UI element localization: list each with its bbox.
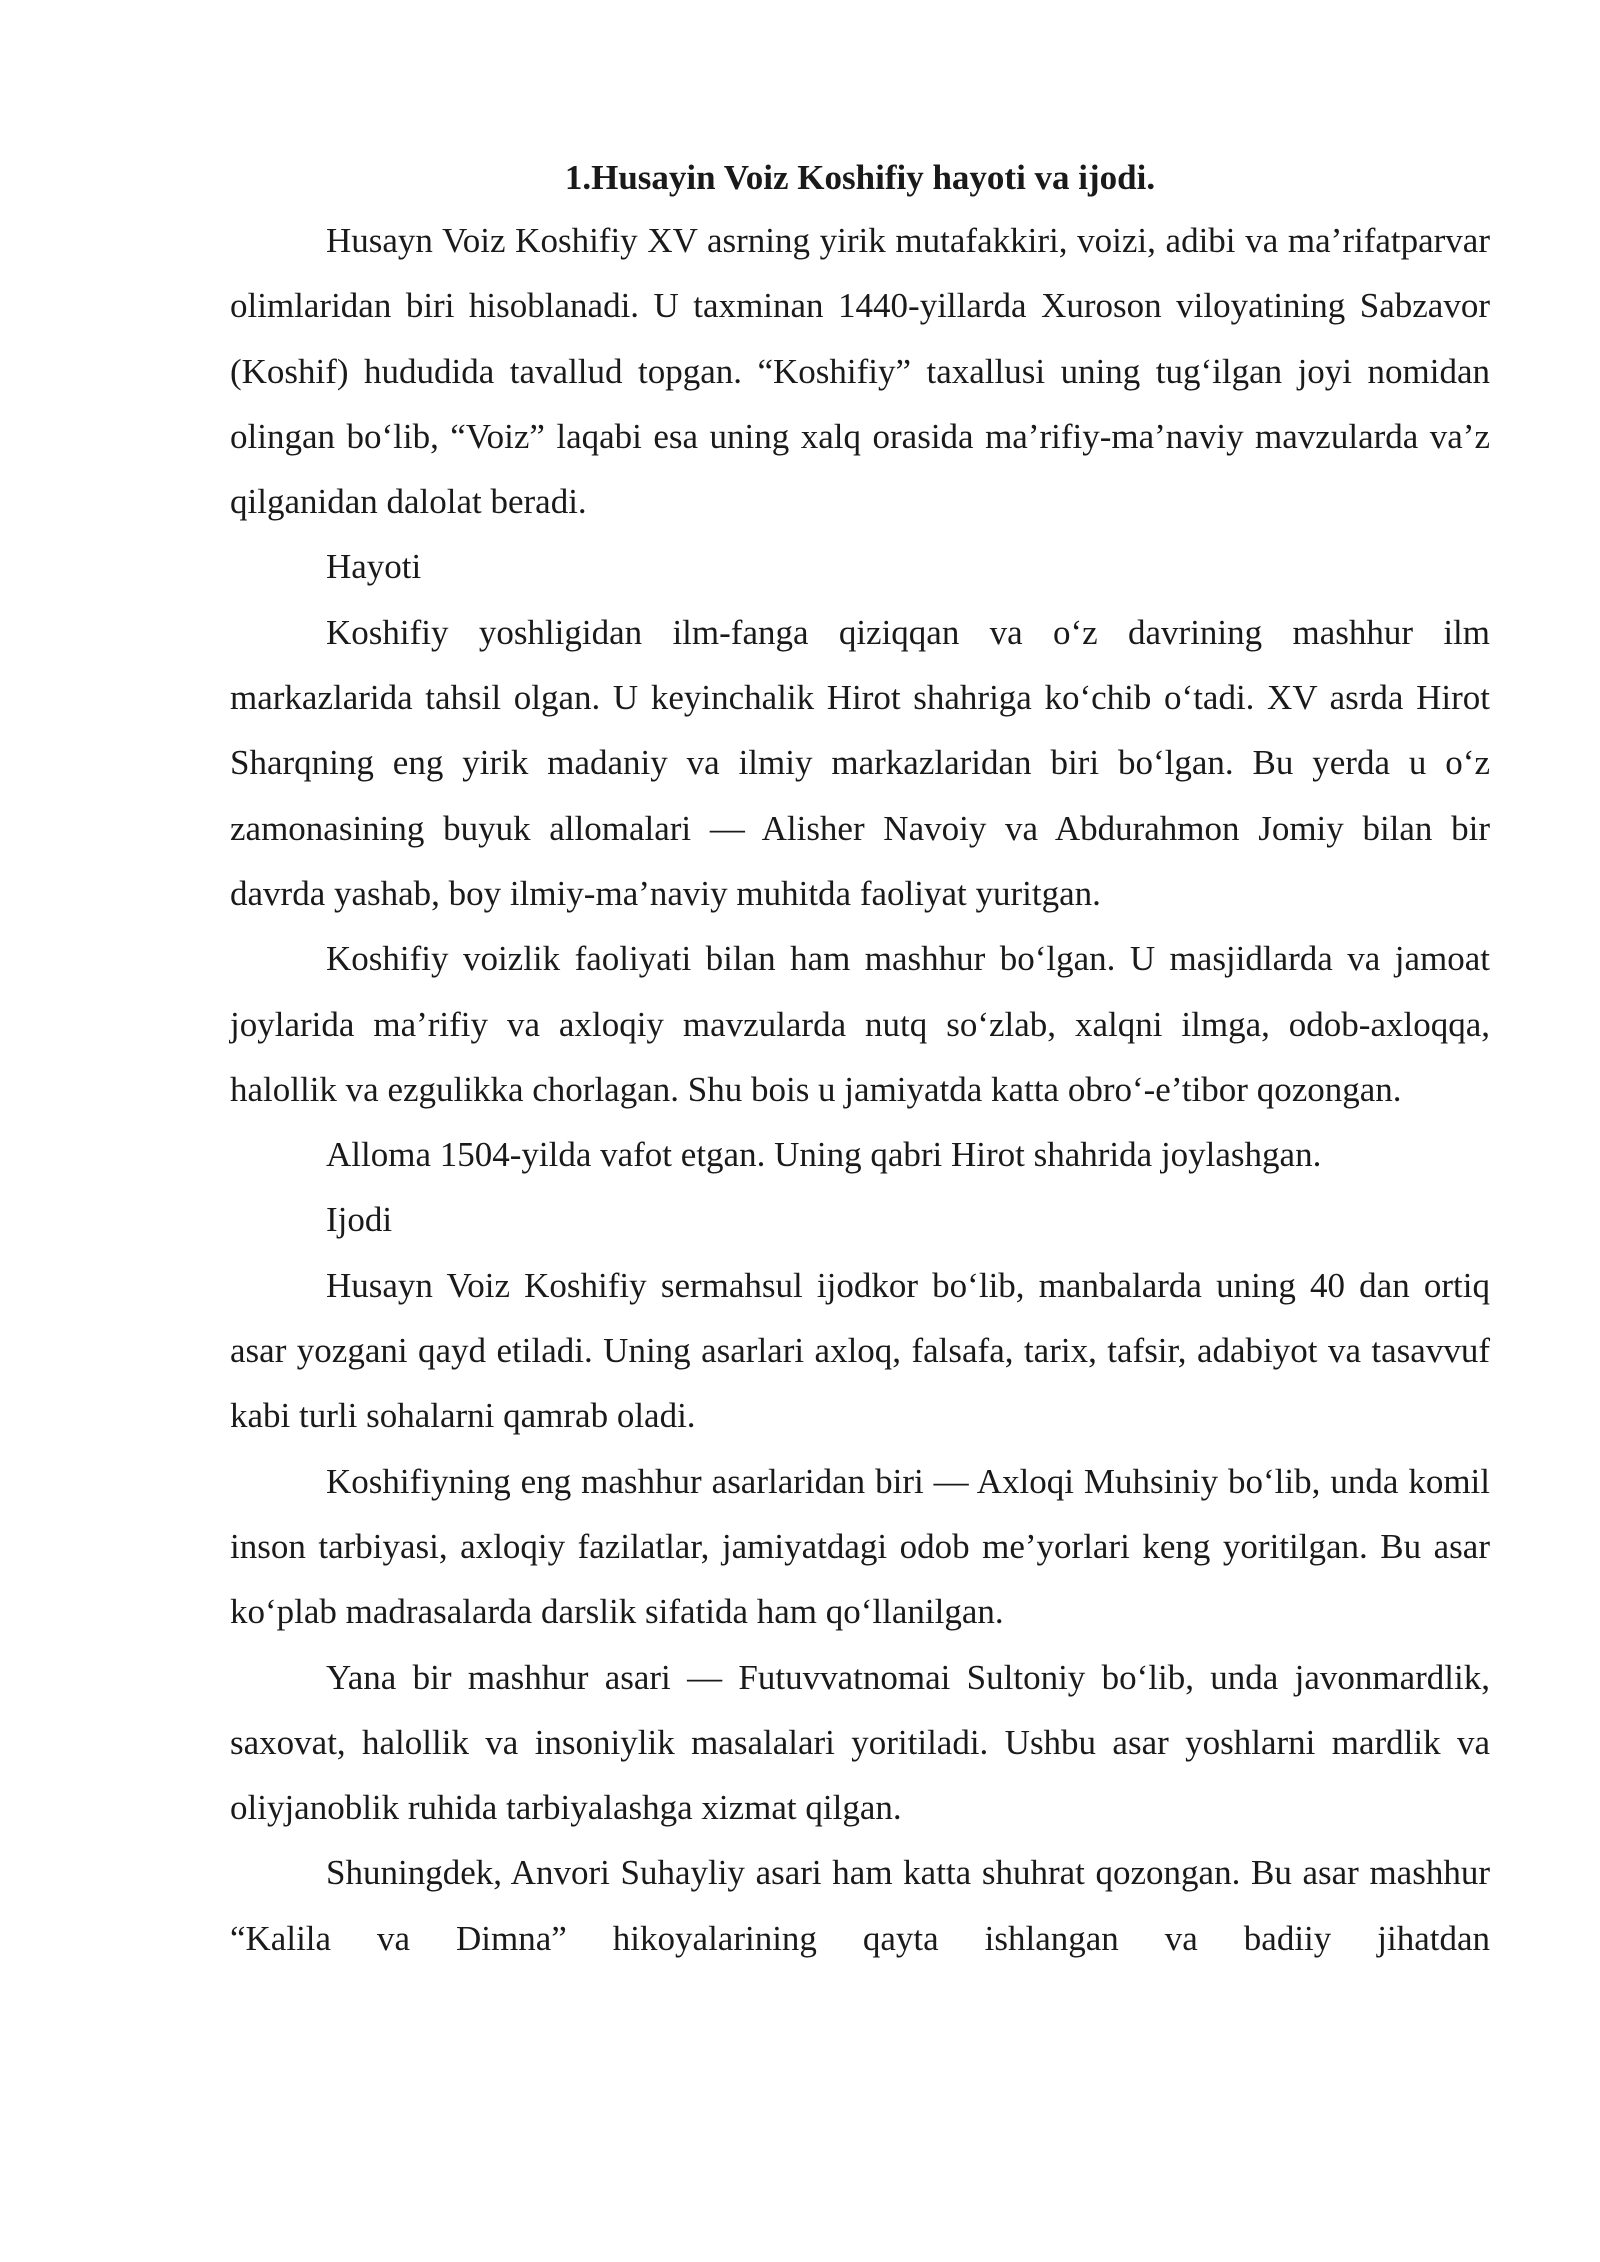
paragraph-hayoti-death: Alloma 1504-yilda vafot etgan. Uning qabri Hirot shahrida joylashgan. (326, 1135, 1322, 1175)
paragraph-hayoti-education: Koshifiy yoshligidan ilm-fanga qiziqqan va o‘z davrining mashhur ilm markazlarida tahsil olgan. U keyinchalik Hirot shahriga ko‘chib o‘tadi. XV asrda Hirot Sharqning eng yirik madaniy va ilmiy markazlaridan biri bo‘lgan. Bu yerda u o‘z zamonasining buyuk allomalari — Alisher Navoiy va Abdurahmon Jomiy bilan bir davrda yashab, boy ilmiy-ma’naviy muhitda faoliyat yuritgan. (230, 612, 1490, 913)
section-heading-hayoti: Hayoti (326, 547, 422, 587)
paragraph-ijodi-anvori-suhayliy: Shuningdek, Anvori Suhayliy asari ham katta shuhrat qozongan. Bu asar mashhur “Kalila va Dimna” hikoyalarining qayta ishlangan va badiiy jihatdan (230, 1853, 1490, 1958)
paragraph-ijodi-overview: Husayn Voiz Koshifiy sermahsul ijodkor bo‘lib, manbalarda uning 40 dan ortiq asar yozgani qayd etiladi. Uning asarlari axloq, falsafa, tarix, tafsir, adabiyot va tasavvuf kabi turli sohalarni qamrab oladi. (230, 1265, 1490, 1436)
document-body (230, 148, 1490, 1971)
section-heading-ijodi: Ijodi (326, 1200, 393, 1240)
paragraph-ijodi-axloqi-muhsiniy: Koshifiyning eng mashhur asarlaridan biri — Axloqi Muhsiniy bo‘lib, unda komil inson tarbiyasi, axloqiy fazilatlar, jamiyatdagi odob me’yorlari keng yoritilgan. Bu asar ko‘plab madrasalarda darslik sifatida ham qo‘llanilgan. (230, 1461, 1490, 1632)
paragraph-ijodi-futuvvatnoma: Yana bir mashhur asari — Futuvvatnomai Sultoniy bo‘lib, unda javonmardlik, saxovat, halollik va insoniylik masalalari yoritiladi. Ushbu asar yoshlarni mardlik va oliyjanoblik ruhida tarbiyalashga xizmat qilgan. (230, 1657, 1490, 1828)
paragraph-intro: Husayn Voiz Koshifiy XV asrning yirik mutafakkiri, voizi, adibi va ma’rifatparvar olimlaridan biri hisoblanadi. U taxminan 1440-yillarda Xuroson viloyatining Sabzavor (Koshif) hududida tavallud topgan. “Koshifiy” taxallusi uning tug‘ilgan joyi nomidan olingan bo‘lib, “Voiz” laqabi esa uning xalq orasida ma’rifiy-ma’naviy mavzularda va’z qilganidan dalolat beradi. (230, 221, 1490, 522)
paragraph-hayoti-preaching: Koshifiy voizlik faoliyati bilan ham mashhur bo‘lgan. U masjidlarda va jamoat joylarida ma’rifiy va axloqiy mavzularda nutq so‘zlab, xalqni ilmga, odob-axloqqa, halollik va ezgulikka chorlagan. Shu bois u jamiyatda katta obro‘-e’tibor qozongan. (230, 939, 1490, 1109)
document-title: 1.Husayin Voiz Koshifiy hayoti va ijodi. (564, 158, 1156, 197)
